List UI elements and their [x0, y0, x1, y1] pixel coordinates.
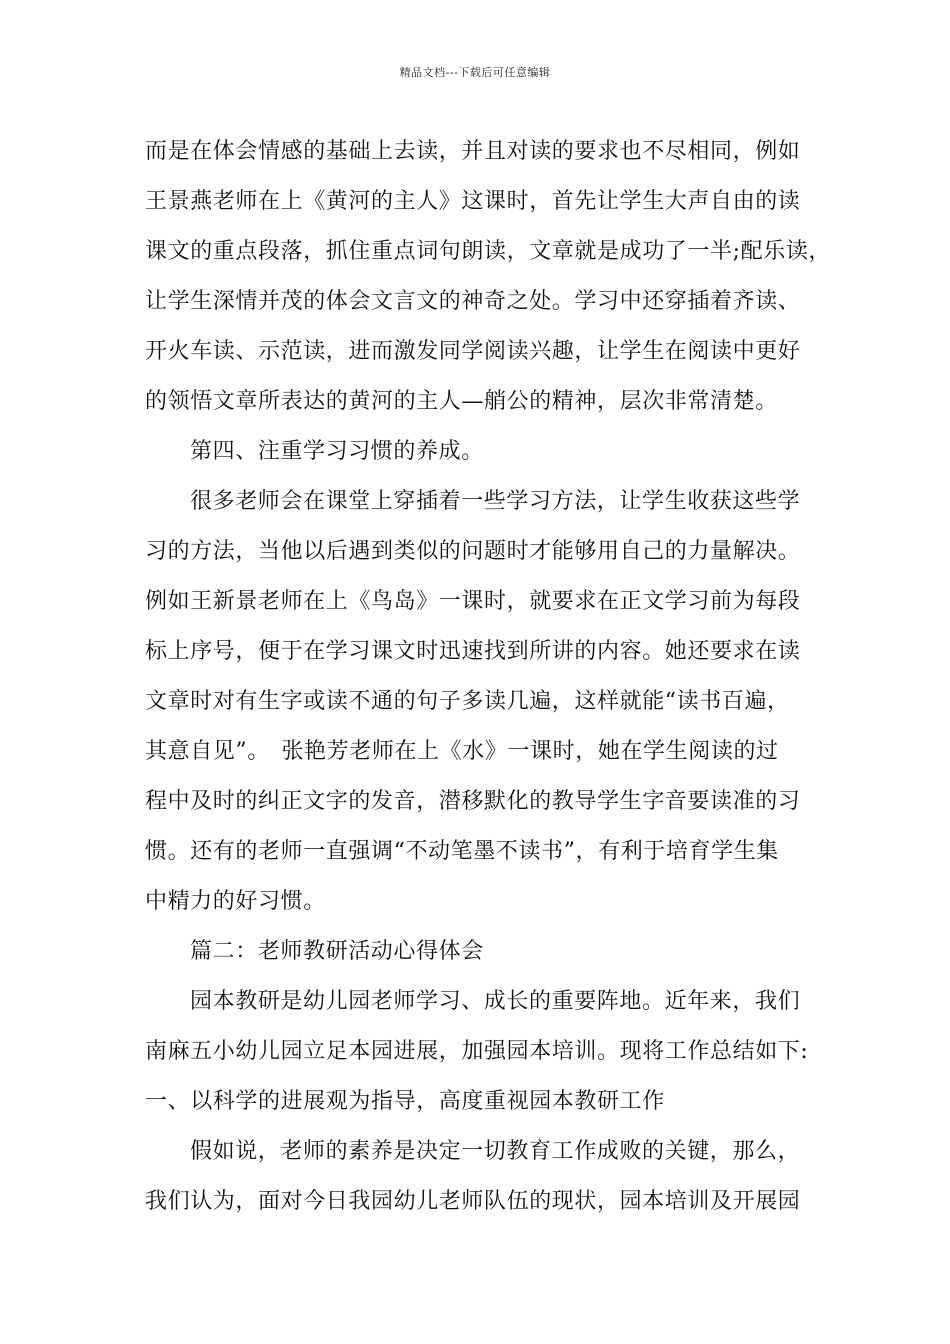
text-line-3: 课文的重点段落，抓住重点词句朗读，文章就是成功了一半;配乐读， — [145, 239, 832, 264]
text-line-18: 园本教研是幼儿园老师学习、成长的重要阵地。近年来，我们 — [190, 989, 801, 1014]
article-title-part-two: 篇二：老师教研活动心得体会 — [190, 939, 484, 964]
text-line-8: 很多老师会在课堂上穿插着一些学习方法，让学生收获这些学 — [190, 489, 801, 514]
text-line-9: 习的方法，当他以后遇到类似的问题时才能够用自己的力量解决。 — [145, 539, 801, 564]
text-line-21: 假如说，老师的素养是决定一切教育工作成败的关键，那么， — [190, 1139, 801, 1164]
text-line-11: 标上序号，便于在学习课文时迅速找到所讲的内容。她还要求在读 — [145, 639, 801, 664]
text-line-10: 例如王新景老师在上《鸟岛》一课时，就要求在正文学习前为每段 — [145, 589, 801, 614]
text-line-5: 开火车读、示范读，进而激发同学阅读兴趣，让学生在阅读中更好 — [145, 339, 801, 364]
text-line-6: 的领悟文章所表达的黄河的主人—艄公的精神，层次非常清楚。 — [145, 389, 778, 414]
text-line-19: 南麻五小幼儿园立足本园进展，加强园本培训。现将工作总结如下: — [145, 1039, 809, 1064]
section-heading-one: 一、以科学的进展观为指导，高度重视园本教研工作 — [145, 1089, 665, 1114]
text-line-4: 让学生深情并茂的体会文言文的神奇之处。学习中还穿插着齐读、 — [145, 289, 801, 314]
text-line-1: 而是在体会情感的基础上去读，并且对读的要求也不尽相同，例如 — [145, 139, 801, 164]
section-heading-fourth: 第四、注重学习习惯的养成。 — [190, 439, 484, 464]
text-line-13: 其意自见”。 张艳芳老师在上《水》一课时，她在学生阅读的过 — [145, 739, 779, 764]
text-line-2: 王景燕老师在上《黄河的主人》这课时，首先让学生大声自由的读 — [145, 189, 801, 214]
text-line-22: 我们认为，面对今日我园幼儿老师队伍的现状，园本培训及开展园 — [145, 1189, 801, 1214]
text-line-16: 中精力的好习惯。 — [145, 889, 326, 914]
text-line-15: 惯。还有的老师一直强调“不动笔墨不读书”，有利于培育学生集 — [145, 839, 779, 864]
text-line-12: 文章时对有生字或读不通的句子多读几遍，这样就能“读书百遍， — [145, 689, 790, 714]
page-header: 精品文档---下载后可任意编辑 — [399, 66, 551, 79]
document-body — [145, 127, 832, 1227]
text-line-14: 程中及时的纠正文字的发音，潜移默化的教导学生字音要读准的习 — [145, 789, 801, 814]
